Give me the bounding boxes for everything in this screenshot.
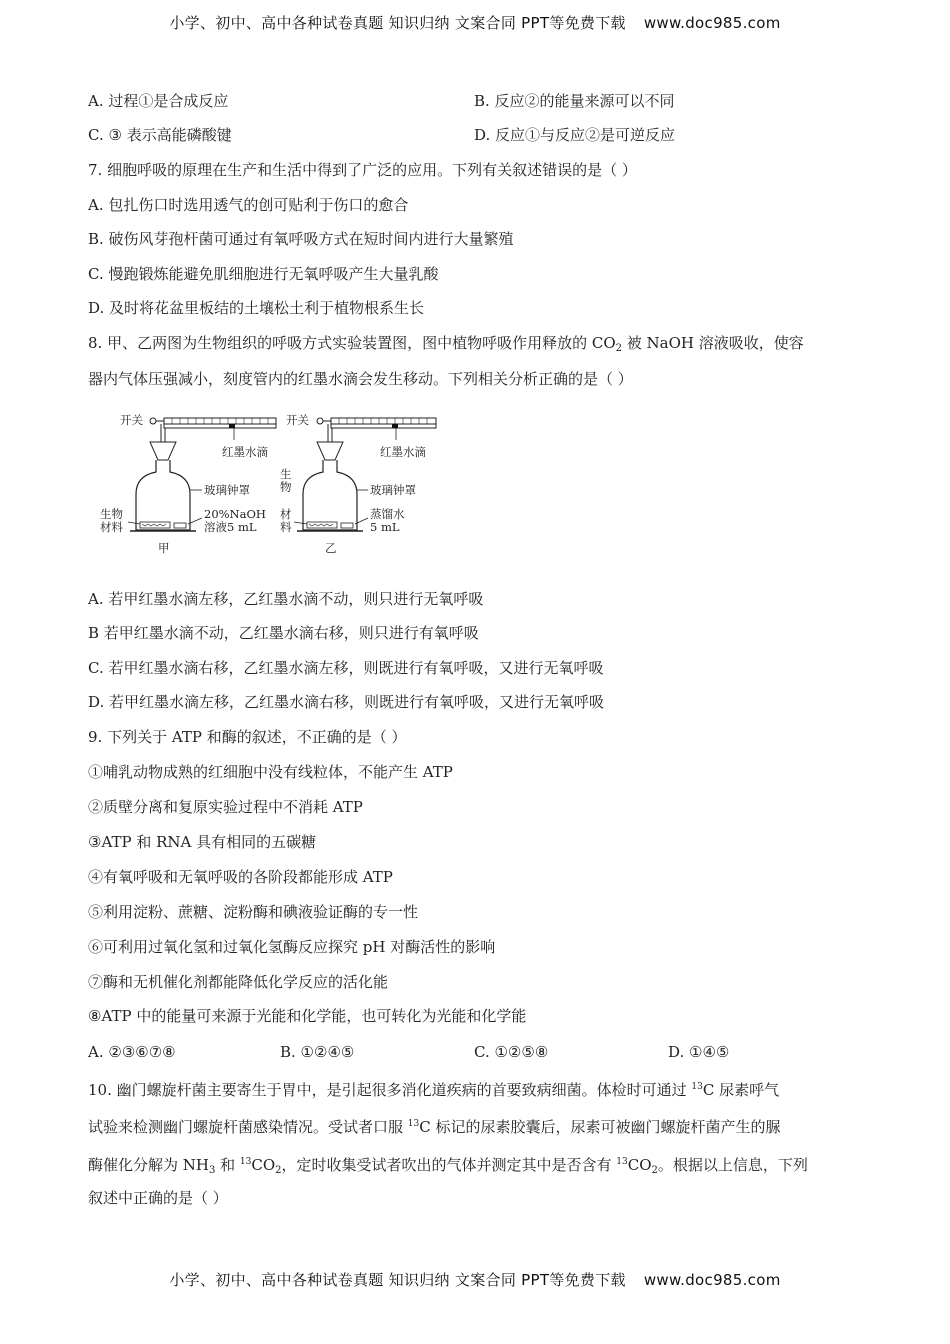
switch-icon <box>150 418 156 424</box>
apparatus-jia <box>100 413 276 555</box>
label-switch: 开关 <box>120 413 143 427</box>
label-naoh-2: 溶液5 mL <box>204 520 257 534</box>
q8-option-c[interactable]: C. 若甲红墨水滴右移，乙红墨水滴左移，则既进行有氧呼吸，又进行无氧呼吸 <box>88 659 604 677</box>
q9-item-2: ②质壁分离和复原实验过程中不消耗 ATP <box>88 798 363 816</box>
superscript: 13 <box>616 1157 628 1167</box>
stopper <box>150 442 176 460</box>
q10-part: C 尿素呼气 <box>702 1081 780 1099</box>
q8-stem-line1 <box>88 333 804 359</box>
q8-option-d[interactable]: D. 若甲红墨水滴左移，乙红墨水滴右移，则既进行有氧呼吸，又进行无氧呼吸 <box>88 693 605 711</box>
q10-stem-line1 <box>88 1077 779 1100</box>
label-bio-v4: 料 <box>280 520 292 534</box>
q9-item-1: ①哺乳动物成熟的红细胞中没有线粒体，不能产生 ATP <box>88 763 453 781</box>
q8-option-a[interactable]: A. 若甲红墨水滴左移，乙红墨水滴不动，则只进行无氧呼吸 <box>88 590 484 608</box>
water-dish <box>341 523 353 528</box>
footer-text: 小学、初中、高中各种试卷真题 知识归纳 文案合同 PPT等免费下载 <box>169 1271 626 1289</box>
label-bio-1: 生物 <box>100 507 123 521</box>
label-bell: 玻璃钟罩 <box>204 483 250 497</box>
q9-option-b[interactable]: B. ①②④⑤ <box>280 1043 355 1061</box>
footer-site-link[interactable]: www.doc985.com <box>643 1271 781 1289</box>
label-bell: 玻璃钟罩 <box>370 483 416 497</box>
q7-option-c[interactable]: C. 慢跑锻炼能避免肌细胞进行无氧呼吸产生大量乳酸 <box>88 265 439 283</box>
q10-part: 酶催化分解为 NH <box>88 1156 209 1174</box>
header-site-link[interactable]: www.doc985.com <box>643 14 781 32</box>
q8-stem-part: 被 NaOH 溶液吸收，使容 <box>622 334 804 352</box>
respiration-apparatus-figure <box>98 410 438 560</box>
ink-drop <box>229 424 235 428</box>
q9-item-4: ④有氧呼吸和无氧呼吸的各阶段都能形成 ATP <box>88 868 393 886</box>
q7-stem: 7. 细胞呼吸的原理在生产和生活中得到了广泛的应用。下列有关叙述错误的是（ ） <box>88 161 637 179</box>
subscript: 2 <box>275 1165 282 1176</box>
label-water-1: 蒸馏水 <box>370 507 405 521</box>
label-naoh-1: 20%NaOH <box>204 507 266 521</box>
q10-part: 和 <box>215 1156 240 1174</box>
q6-option-c[interactable]: C. ③ 表示高能磷酸键 <box>88 126 232 144</box>
page-header <box>0 12 950 33</box>
ink-drop <box>392 424 398 428</box>
q7-option-d[interactable]: D. 及时将花盆里板结的土壤松土利于植物根系生长 <box>88 299 425 317</box>
glass-bell-jar <box>136 460 190 530</box>
naoh-dish <box>174 523 186 528</box>
label-bio-v1: 生 <box>280 467 292 481</box>
label-bio-v3: 材 <box>280 507 292 521</box>
q9-item-7: ⑦酶和无机催化剂都能降低化学反应的活化能 <box>88 973 389 991</box>
label-yi: 乙 <box>325 541 337 555</box>
label-switch: 开关 <box>286 413 309 427</box>
q10-part: 10. 幽门螺旋杆菌主要寄生于胃中，是引起很多消化道疾病的首要致病细菌。体检时可通过 <box>88 1081 692 1099</box>
apparatus-yi <box>280 413 436 555</box>
superscript: 13 <box>691 1082 703 1092</box>
q10-part: 。根据以上信息，下列 <box>657 1156 808 1174</box>
page-footer <box>0 1269 950 1290</box>
stopper <box>317 442 343 460</box>
q6-option-d[interactable]: D. 反应①与反应②是可逆反应 <box>474 126 676 144</box>
q7-option-a[interactable]: A. 包扎伤口时选用透气的创可贴利于伤口的愈合 <box>88 196 409 214</box>
q9-item-8: ⑧ATP 中的能量可来源于光能和化学能，也可转化为光能和化学能 <box>88 1007 527 1025</box>
switch-icon <box>317 418 323 424</box>
label-bio-2: 材料 <box>100 520 123 534</box>
superscript: 13 <box>407 1119 420 1129</box>
label-water-2: 5 mL <box>370 520 400 534</box>
label-ink: 红墨水滴 <box>222 445 268 459</box>
label-ink: 红墨水滴 <box>380 445 426 459</box>
subscript: 3 <box>208 1165 216 1176</box>
q7-option-b[interactable]: B. 破伤风芽孢杆菌可通过有氧呼吸方式在短时间内进行大量繁殖 <box>88 230 514 248</box>
q10-part: CO <box>251 1156 276 1174</box>
q8-stem-part: 8. 甲、乙两图为生物组织的呼吸方式实验装置图，图中植物呼吸作用释放的 CO <box>88 334 616 352</box>
q10-stem-line4: 叙述中正确的是（ ） <box>88 1189 228 1207</box>
q10-part: C 标记的尿素胶囊后，尿素可被幽门螺旋杆菌产生的脲 <box>419 1118 781 1136</box>
q9-stem: 9. 下列关于 ATP 和酶的叙述，不正确的是（ ） <box>88 728 407 746</box>
q6-option-b[interactable]: B. 反应②的能量来源可以不同 <box>474 92 675 110</box>
q10-part: 试验来检测幽门螺旋杆菌感染情况。受试者口服 <box>88 1118 408 1136</box>
label-bio-v2: 物 <box>280 480 292 494</box>
glass-bell-jar <box>303 460 357 530</box>
q6-option-a[interactable]: A. 过程①是合成反应 <box>88 92 229 110</box>
q9-option-d[interactable]: D. ①④⑤ <box>668 1043 730 1061</box>
q8-option-b[interactable]: B 若甲红墨水滴不动，乙红墨水滴右移，则只进行有氧呼吸 <box>88 624 479 642</box>
superscript: 13 <box>239 1157 252 1167</box>
q9-option-a[interactable]: A. ②③⑥⑦⑧ <box>88 1043 176 1061</box>
q8-stem-line2: 器内气体压强减小，刻度管内的红墨水滴会发生移动。下列相关分析正确的是（ ） <box>88 370 633 388</box>
subscript: 2 <box>651 1165 658 1176</box>
q9-item-3: ③ATP 和 RNA 具有相同的五碳糖 <box>88 833 317 851</box>
q9-item-6: ⑥可利用过氧化氢和过氧化氢酶反应探究 pH 对酶活性的影响 <box>88 938 496 956</box>
q9-option-c[interactable]: C. ①②⑤⑧ <box>474 1043 549 1061</box>
header-text: 小学、初中、高中各种试卷真题 知识归纳 文案合同 PPT等免费下载 <box>169 14 626 32</box>
q10-part: CO <box>627 1156 652 1174</box>
q9-item-5: ⑤利用淀粉、蔗糖、淀粉酶和碘液验证酶的专一性 <box>88 903 419 921</box>
q10-part: ，定时收集受试者吹出的气体并测定其中是否含有 <box>281 1156 617 1174</box>
subscript: 2 <box>615 343 623 354</box>
label-jia: 甲 <box>158 541 170 555</box>
q10-stem-line2 <box>88 1114 780 1137</box>
q10-stem-line3 <box>88 1152 808 1181</box>
